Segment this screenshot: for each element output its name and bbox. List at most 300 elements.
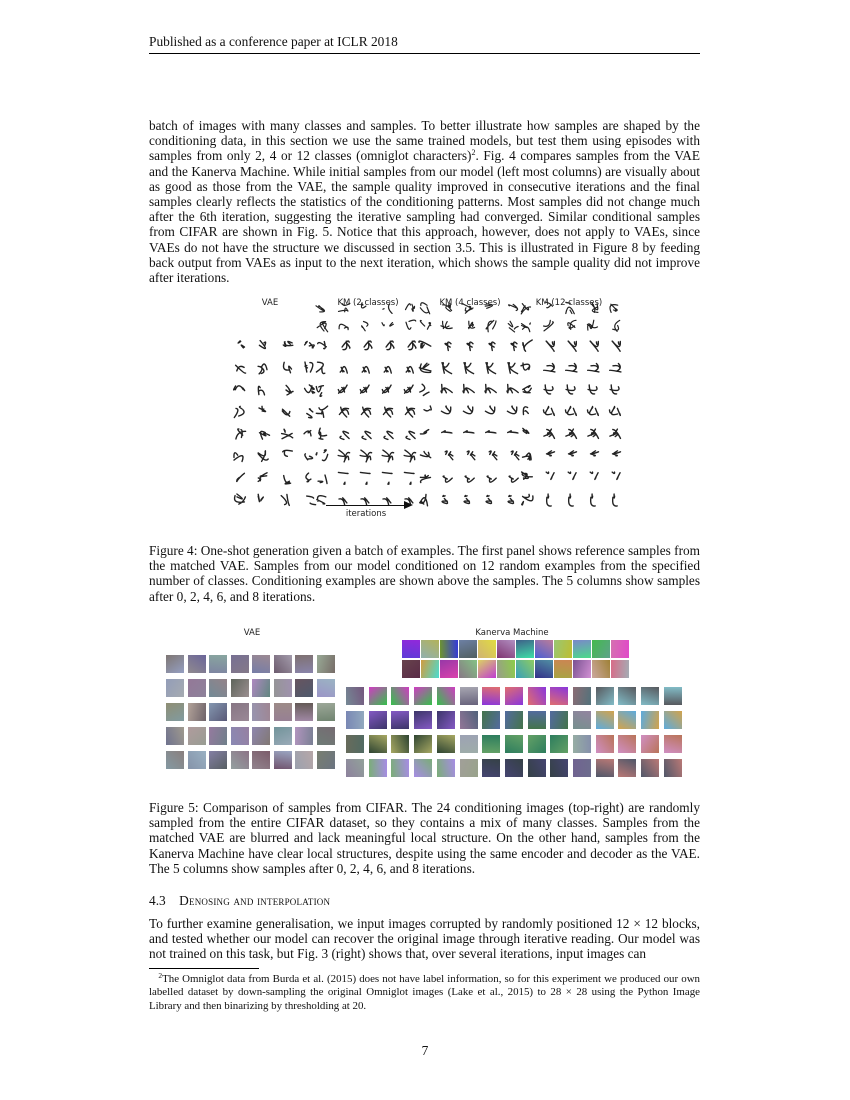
cifar-image (369, 759, 387, 777)
omniglot-glyph (439, 470, 455, 486)
cifar-image (641, 759, 659, 777)
omniglot-glyph (380, 318, 396, 334)
omniglot-glyph (380, 426, 396, 442)
omniglot-glyph (279, 426, 295, 442)
footnote-rule (149, 968, 259, 969)
omniglot-glyph (232, 404, 248, 420)
omniglot-glyph (461, 318, 477, 334)
omniglot-glyph (461, 360, 477, 376)
omniglot-glyph (358, 404, 374, 420)
omniglot-glyph (563, 448, 579, 464)
omniglot-glyph (563, 492, 579, 508)
paragraph-1-text-b: . Fig. 4 compares samples from the VAE and the Kanerva Machine. While initial samples from our model (left most columns) are visually about as good as those from the VAE, the sample quality improved in consecutive iterations and the final samples clearly reflects the statistics of the conditioning patterns. Most samples did not change much after the 6th iteration, suggesting the iterative sampling had converged. Similar conditional samples from CIFAR are shown in Fig. 5. Notice that this approach, however, does not apply to VAEs, since VAEs do not have the structure we discussed in section 3.5. This is illustrated in Figure 8 by feeding back output from VAEs as input to the next iteration, which shows the sample quality did not improve after iterations. (149, 148, 700, 286)
header-rule (149, 53, 700, 54)
cifar-image (391, 687, 409, 705)
iterations-arrow-line (326, 505, 406, 506)
fig4-arrow-label: iterations (345, 509, 387, 519)
omniglot-glyph (402, 360, 418, 376)
omniglot-glyph (417, 382, 433, 398)
cifar-image (402, 640, 420, 658)
omniglot-glyph (402, 338, 418, 354)
fig4-label-vae: VAE (261, 298, 279, 308)
cifar-image (295, 679, 313, 697)
cifar-image (460, 687, 478, 705)
omniglot-glyph (519, 300, 535, 316)
cifar-image (528, 687, 546, 705)
omniglot-glyph (541, 492, 557, 508)
iterations-arrow-head (404, 501, 413, 509)
cifar-image (317, 655, 335, 673)
omniglot-glyph (380, 360, 396, 376)
omniglot-glyph (541, 338, 557, 354)
cifar-image (421, 660, 439, 678)
omniglot-glyph (358, 300, 374, 316)
cifar-image (317, 751, 335, 769)
omniglot-glyph (439, 318, 455, 334)
omniglot-glyph (402, 448, 418, 464)
omniglot-glyph (483, 448, 499, 464)
omniglot-glyph (256, 492, 272, 508)
omniglot-glyph (279, 360, 295, 376)
omniglot-glyph (336, 470, 352, 486)
omniglot-glyph (439, 360, 455, 376)
cifar-image (414, 687, 432, 705)
omniglot-glyph (232, 360, 248, 376)
cifar-image (664, 687, 682, 705)
cifar-image (274, 679, 292, 697)
omniglot-glyph (607, 382, 623, 398)
omniglot-glyph (232, 382, 248, 398)
cifar-image (460, 735, 478, 753)
omniglot-glyph (585, 470, 601, 486)
omniglot-glyph (519, 448, 535, 464)
cifar-image (252, 703, 270, 721)
omniglot-glyph (358, 448, 374, 464)
cifar-image (437, 735, 455, 753)
omniglot-glyph (607, 426, 623, 442)
omniglot-glyph (336, 318, 352, 334)
cifar-image (505, 759, 523, 777)
omniglot-glyph (483, 404, 499, 420)
omniglot-glyph (461, 300, 477, 316)
omniglot-glyph (417, 426, 433, 442)
cifar-image (231, 727, 249, 745)
cifar-image (317, 679, 335, 697)
cifar-image (166, 703, 184, 721)
section-title: Denosing and interpolation (179, 893, 331, 908)
cifar-image (664, 711, 682, 729)
omniglot-glyph (358, 318, 374, 334)
section-number: 4.3 (149, 893, 166, 908)
omniglot-glyph (607, 470, 623, 486)
omniglot-glyph (439, 382, 455, 398)
cifar-image (478, 660, 496, 678)
cifar-image (346, 687, 364, 705)
cifar-image (402, 660, 420, 678)
section-heading (149, 893, 330, 909)
omniglot-glyph (314, 300, 330, 316)
cifar-image (209, 655, 227, 673)
omniglot-glyph (439, 300, 455, 316)
cifar-image (274, 751, 292, 769)
cifar-image (618, 759, 636, 777)
cifar-image (295, 655, 313, 673)
cifar-image (274, 703, 292, 721)
cifar-image (369, 735, 387, 753)
cifar-image (664, 735, 682, 753)
cifar-image (252, 751, 270, 769)
omniglot-glyph (256, 338, 272, 354)
omniglot-glyph (314, 470, 330, 486)
omniglot-glyph (279, 492, 295, 508)
cifar-image (554, 640, 572, 658)
omniglot-glyph (232, 492, 248, 508)
cifar-image (231, 655, 249, 673)
omniglot-glyph (232, 448, 248, 464)
omniglot-glyph (439, 448, 455, 464)
omniglot-glyph (417, 404, 433, 420)
cifar-image (482, 711, 500, 729)
omniglot-glyph (541, 360, 557, 376)
omniglot-glyph (461, 338, 477, 354)
footnote-text: The Omniglot data from Burda et al. (2015) does not have label information, so for this experiment we produced our own labelled dataset by down-sampling the original Omniglot images (Lake et al., 2015) to 28 × 28 using the Python Image Library and then binarizing by thresholding at 20. (149, 973, 700, 1012)
omniglot-glyph (402, 470, 418, 486)
paragraph-1-text-a: batch of images with many classes and samples. To better illustrate how samples are shaped by the conditioning data, in this section we use the same trained models, but test them using episodes with samples from only 2, 4 or 12 classes (omniglot characters) (149, 118, 700, 164)
omniglot-glyph (563, 360, 579, 376)
omniglot-glyph (563, 318, 579, 334)
cifar-image (459, 660, 477, 678)
cifar-image (188, 655, 206, 673)
cifar-image (641, 711, 659, 729)
cifar-image (414, 759, 432, 777)
omniglot-glyph (563, 470, 579, 486)
omniglot-glyph (256, 360, 272, 376)
cifar-image (505, 735, 523, 753)
cifar-image (592, 660, 610, 678)
cifar-image (482, 759, 500, 777)
cifar-image (573, 640, 591, 658)
fig5-label-km: Kanerva Machine (475, 628, 549, 638)
cifar-image (437, 711, 455, 729)
omniglot-glyph (380, 382, 396, 398)
cifar-image (664, 759, 682, 777)
cifar-image (252, 655, 270, 673)
cifar-image (231, 703, 249, 721)
cifar-image (482, 735, 500, 753)
cifar-image (166, 679, 184, 697)
omniglot-glyph (541, 300, 557, 316)
cifar-image (641, 735, 659, 753)
omniglot-glyph (461, 404, 477, 420)
omniglot-glyph (439, 492, 455, 508)
cifar-image (573, 711, 591, 729)
omniglot-glyph (380, 404, 396, 420)
cifar-image (573, 759, 591, 777)
omniglot-glyph (541, 404, 557, 420)
omniglot-glyph (314, 426, 330, 442)
cifar-image (573, 660, 591, 678)
cifar-image (391, 759, 409, 777)
cifar-image (231, 679, 249, 697)
omniglot-glyph (402, 404, 418, 420)
omniglot-glyph (519, 338, 535, 354)
cifar-image (528, 735, 546, 753)
cifar-image (618, 711, 636, 729)
cifar-image (550, 687, 568, 705)
omniglot-glyph (402, 318, 418, 334)
omniglot-glyph (232, 470, 248, 486)
omniglot-glyph (461, 492, 477, 508)
omniglot-glyph (461, 448, 477, 464)
omniglot-glyph (402, 300, 418, 316)
page-number: 7 (421, 1043, 429, 1058)
omniglot-glyph (483, 338, 499, 354)
cifar-image (535, 640, 553, 658)
cifar-image (596, 759, 614, 777)
figure-4-caption: Figure 4: One-shot generation given a batch of examples. The first panel shows reference samples from the matched VAE. Samples from our model conditioned on 12 random examples from the specified number of classes. Conditioning examples are shown above the samples. The 5 columns show samples after 0, 2, 4, 6, and 8 iterations. (149, 543, 700, 604)
cifar-image (209, 751, 227, 769)
cifar-image (596, 735, 614, 753)
cifar-image (437, 687, 455, 705)
cifar-image (497, 640, 515, 658)
omniglot-glyph (417, 492, 433, 508)
omniglot-glyph (519, 318, 535, 334)
omniglot-glyph (256, 426, 272, 442)
cifar-image (459, 640, 477, 658)
cifar-image (478, 640, 496, 658)
omniglot-glyph (417, 448, 433, 464)
cifar-image (482, 687, 500, 705)
cifar-image (611, 640, 629, 658)
omniglot-glyph (585, 448, 601, 464)
omniglot-glyph (563, 338, 579, 354)
omniglot-glyph (279, 470, 295, 486)
omniglot-glyph (519, 426, 535, 442)
omniglot-glyph (380, 300, 396, 316)
omniglot-glyph (541, 448, 557, 464)
cifar-image (611, 660, 629, 678)
cifar-image (414, 711, 432, 729)
omniglot-glyph (336, 382, 352, 398)
cifar-image (166, 727, 184, 745)
cifar-image (188, 727, 206, 745)
cifar-image (535, 660, 553, 678)
omniglot-glyph (336, 300, 352, 316)
body-paragraph-1 (149, 118, 700, 285)
omniglot-glyph (607, 318, 623, 334)
omniglot-glyph (336, 448, 352, 464)
omniglot-glyph (483, 382, 499, 398)
cifar-image (440, 640, 458, 658)
omniglot-glyph (585, 492, 601, 508)
cifar-image (188, 703, 206, 721)
cifar-image (369, 687, 387, 705)
cifar-image (317, 727, 335, 745)
footnote-ref-2[interactable]: 2 (471, 148, 476, 158)
omniglot-glyph (483, 360, 499, 376)
omniglot-glyph (417, 360, 433, 376)
omniglot-glyph (256, 404, 272, 420)
cifar-image (252, 727, 270, 745)
cifar-image (274, 727, 292, 745)
cifar-image (437, 759, 455, 777)
cifar-image (209, 679, 227, 697)
omniglot-glyph (256, 448, 272, 464)
cifar-image (516, 640, 534, 658)
omniglot-glyph (607, 360, 623, 376)
cifar-image (528, 759, 546, 777)
fig4-label-km12: KM (12 classes) (535, 298, 603, 308)
omniglot-glyph (380, 338, 396, 354)
omniglot-glyph (461, 382, 477, 398)
fig4-label-km4: KM (4 classes) (439, 298, 501, 308)
omniglot-glyph (483, 470, 499, 486)
cifar-image (369, 711, 387, 729)
omniglot-glyph (519, 404, 535, 420)
omniglot-glyph (417, 318, 433, 334)
cifar-image (497, 660, 515, 678)
omniglot-glyph (402, 382, 418, 398)
omniglot-glyph (483, 426, 499, 442)
cifar-image (550, 711, 568, 729)
cifar-image (421, 640, 439, 658)
cifar-image (528, 711, 546, 729)
omniglot-glyph (336, 338, 352, 354)
fig4-label-km2: KM (2 classes) (337, 298, 399, 308)
omniglot-glyph (607, 300, 623, 316)
omniglot-glyph (607, 404, 623, 420)
omniglot-glyph (585, 360, 601, 376)
omniglot-glyph (256, 470, 272, 486)
omniglot-glyph (439, 426, 455, 442)
omniglot-glyph (314, 382, 330, 398)
cifar-image (391, 735, 409, 753)
omniglot-glyph (519, 470, 535, 486)
cifar-image (505, 711, 523, 729)
cifar-image (346, 735, 364, 753)
cifar-image (573, 687, 591, 705)
cifar-image (391, 711, 409, 729)
cifar-image (346, 711, 364, 729)
cifar-image (460, 711, 478, 729)
cifar-image (274, 655, 292, 673)
body-paragraph-2: To further examine generalisation, we input images corrupted by randomly positioned 12 × 12 blocks, and tested whether our model can recover the original image through iterative reading. Our model was not trained on this task, but Fig. 3 (right) shows that, over several iterations, input images can (149, 916, 700, 962)
omniglot-glyph (585, 426, 601, 442)
omniglot-glyph (541, 426, 557, 442)
omniglot-glyph (336, 426, 352, 442)
omniglot-glyph (358, 360, 374, 376)
omniglot-glyph (336, 360, 352, 376)
fig5-label-vae: VAE (243, 628, 261, 638)
omniglot-glyph (256, 382, 272, 398)
cifar-image (505, 687, 523, 705)
omniglot-glyph (585, 338, 601, 354)
omniglot-glyph (314, 360, 330, 376)
omniglot-glyph (358, 338, 374, 354)
footnote-2 (149, 973, 700, 1013)
omniglot-glyph (402, 426, 418, 442)
footnote-mark: 2 (158, 971, 163, 980)
cifar-image (231, 751, 249, 769)
cifar-image (516, 660, 534, 678)
omniglot-glyph (417, 470, 433, 486)
omniglot-glyph (232, 426, 248, 442)
omniglot-glyph (279, 404, 295, 420)
cifar-image (596, 711, 614, 729)
cifar-image (592, 640, 610, 658)
omniglot-glyph (519, 360, 535, 376)
omniglot-glyph (461, 426, 477, 442)
omniglot-glyph (519, 492, 535, 508)
cifar-image (573, 735, 591, 753)
cifar-image (550, 759, 568, 777)
omniglot-glyph (541, 382, 557, 398)
omniglot-glyph (461, 470, 477, 486)
cifar-image (209, 703, 227, 721)
cifar-image (317, 703, 335, 721)
omniglot-glyph (585, 318, 601, 334)
cifar-image (188, 679, 206, 697)
omniglot-glyph (585, 300, 601, 316)
cifar-image (295, 751, 313, 769)
omniglot-glyph (358, 426, 374, 442)
figure-5-caption: Figure 5: Comparison of samples from CIFAR. The 24 conditioning images (top-right) are randomly sampled from the entire CIFAR dataset, so they contains a mix of many classes. Samples from the matched VAE are blurred and lack meaningful local structure. On the other hand, samples from the Kanerva Machine have clear local structures, despite using the same encoder and decoder as the VAE. The 5 columns show samples after 0, 2, 4, 6, and 8 iterations. (149, 800, 700, 876)
omniglot-glyph (483, 492, 499, 508)
cifar-image (440, 660, 458, 678)
cifar-image (209, 727, 227, 745)
omniglot-glyph (541, 470, 557, 486)
cifar-image (641, 687, 659, 705)
omniglot-glyph (585, 404, 601, 420)
omniglot-glyph (417, 338, 433, 354)
omniglot-glyph (380, 470, 396, 486)
omniglot-glyph (336, 404, 352, 420)
cifar-image (554, 660, 572, 678)
omniglot-glyph (563, 382, 579, 398)
running-header: Published as a conference paper at ICLR 2018 (149, 34, 398, 49)
omniglot-glyph (380, 448, 396, 464)
omniglot-glyph (563, 426, 579, 442)
cifar-image (166, 655, 184, 673)
omniglot-glyph (483, 318, 499, 334)
cifar-image (596, 687, 614, 705)
omniglot-glyph (607, 492, 623, 508)
omniglot-glyph (585, 382, 601, 398)
omniglot-glyph (607, 338, 623, 354)
omniglot-glyph (563, 404, 579, 420)
cifar-image (295, 703, 313, 721)
omniglot-glyph (314, 404, 330, 420)
cifar-image (618, 735, 636, 753)
omniglot-glyph (358, 382, 374, 398)
cifar-image (618, 687, 636, 705)
omniglot-glyph (279, 448, 295, 464)
cifar-image (252, 679, 270, 697)
omniglot-glyph (314, 338, 330, 354)
omniglot-glyph (314, 448, 330, 464)
omniglot-glyph (607, 448, 623, 464)
omniglot-glyph (314, 318, 330, 334)
omniglot-glyph (279, 382, 295, 398)
cifar-image (414, 735, 432, 753)
cifar-image (346, 759, 364, 777)
omniglot-glyph (519, 382, 535, 398)
omniglot-glyph (439, 338, 455, 354)
cifar-image (188, 751, 206, 769)
cifar-image (550, 735, 568, 753)
omniglot-glyph (563, 300, 579, 316)
omniglot-glyph (439, 404, 455, 420)
